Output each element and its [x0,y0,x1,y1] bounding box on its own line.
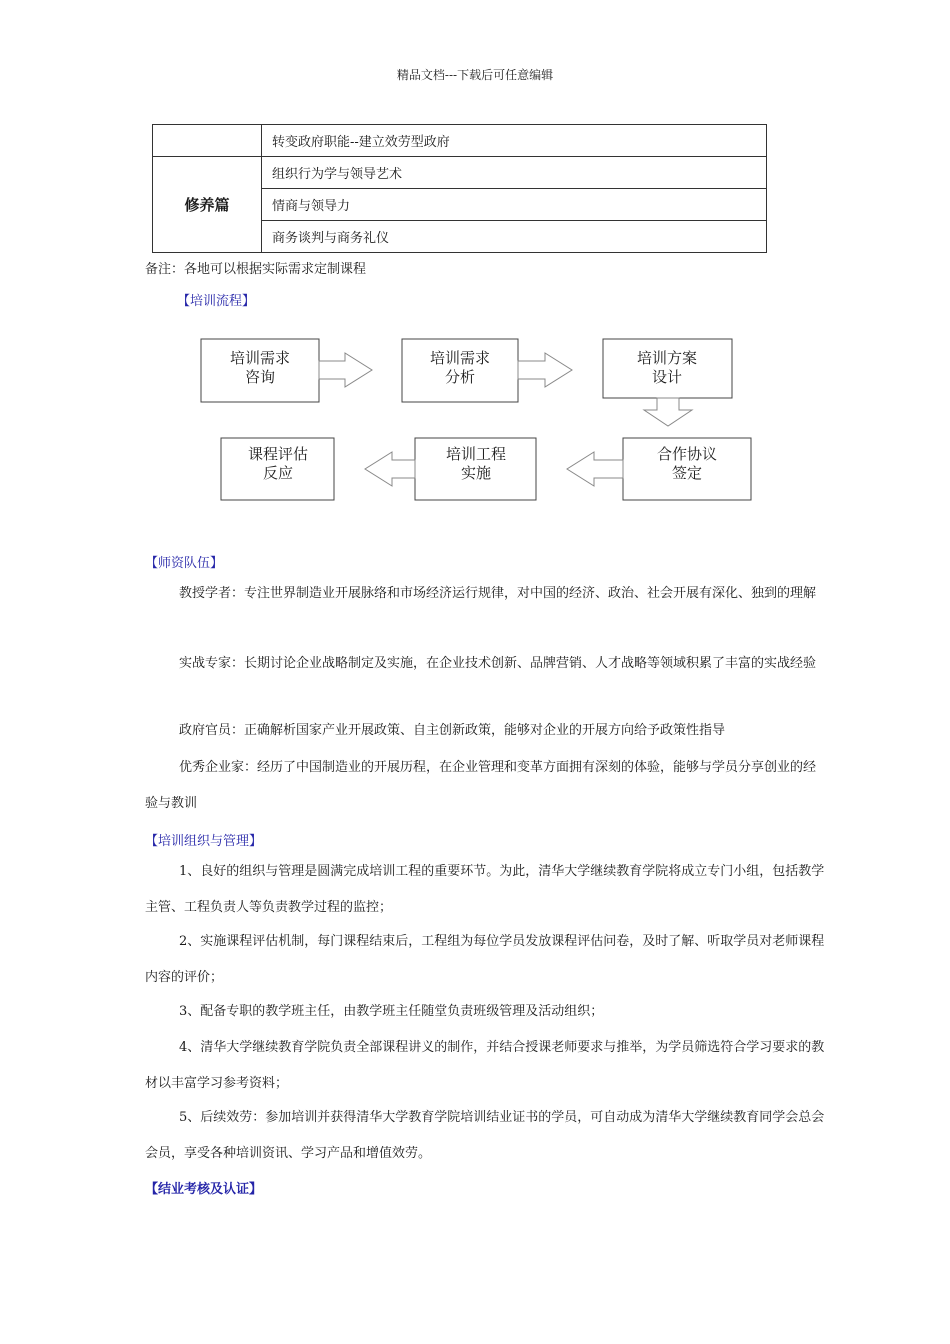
section-heading-certification: 【结业考核及认证】 [145,1182,263,1197]
faculty-paragraph: 优秀企业家：经历了中国制造业的开展历程，在企业管理和变革方面拥有深刻的体验，能够与学员分享创业的经验与教训 [145,760,817,811]
course-item: 情商与领导力 [262,189,767,221]
section-heading-faculty: 【师资队伍】 [145,556,224,571]
flow-step-6-line2: 反应 [262,464,294,482]
remark-note: 备注：各地可以根据实际需求定制课程 [145,262,367,277]
flow-step-4-line1: 合作协议 [656,445,718,463]
training-flowchart [0,0,950,520]
flow-step-1-line2: 咨询 [244,368,276,386]
faculty-paragraph: 教授学者：专注世界制造业开展脉络和市场经济运行规律，对中国的经济、政治、社会开展有深化、独到的理解 [179,586,817,601]
faculty-paragraph: 政府官员：正确解析国家产业开展政策、自主创新政策，能够对企业的开展方向给予政策性指导 [179,723,726,738]
right-arrow-icon [518,353,572,387]
flow-step-4-line2: 签定 [671,464,703,482]
organization-paragraph: 4、清华大学继续教育学院负责全部课程讲义的制作，并结合授课老师要求与推举，为学员筛选符合学习要求的教材以丰富学习参考资料； [145,1040,825,1091]
faculty-paragraph: 实战专家：长期讨论企业战略制定及实施，在企业技术创新、品牌营销、人才战略等领域积累了丰富的实战经验 [179,656,817,671]
flow-step-3-line2: 设计 [651,368,683,386]
section-heading-organization: 【培训组织与管理】 [145,834,263,849]
flow-step-2-line1: 培训需求 [429,349,491,367]
left-arrow-icon [567,452,623,486]
course-item: 组织行为学与领导艺术 [262,157,767,189]
flow-step-6-line1: 课程评估 [247,445,309,463]
organization-paragraph: 5、后续效劳：参加培训并获得清华大学教育学院培训结业证书的学员，可自动成为清华大学继续教育同学会总会会员，享受各种培训资讯、学习产品和增值效劳。 [145,1110,825,1161]
page-header: 精品文档---下载后可任意编辑 [396,68,554,82]
flow-step-1-line1: 培训需求 [229,349,291,367]
down-arrow-icon [644,398,692,426]
left-arrow-icon [365,452,415,486]
flow-step-3-line1: 培训方案 [636,349,698,367]
course-item: 商务谈判与商务礼仪 [262,221,767,253]
organization-paragraph: 1、良好的组织与管理是圆满完成培训工程的重要环节。为此，清华大学继续教育学院将成立专门小组，包括教学主管、工程负责人等负责教学过程的监控； [145,864,825,915]
section-heading-process: 【培训流程】 [177,294,256,309]
flow-step-5-line1: 培训工程 [445,445,507,463]
organization-paragraph: 3、配备专职的教学班主任，由教学班主任随堂负责班级管理及活动组织； [179,1004,604,1019]
flow-step-2-line2: 分析 [444,368,476,386]
category-cell-cultivation: 修养篇 [153,157,262,253]
organization-paragraph: 2、实施课程评估机制，每门课程结束后，工程组为每位学员发放课程评估问卷，及时了解、听取学员对老师课程内容的评价； [145,934,825,985]
right-arrow-icon [319,353,372,387]
flow-step-5-line2: 实施 [460,464,492,482]
course-item: 转变政府职能--建立效劳型政府 [262,125,767,157]
